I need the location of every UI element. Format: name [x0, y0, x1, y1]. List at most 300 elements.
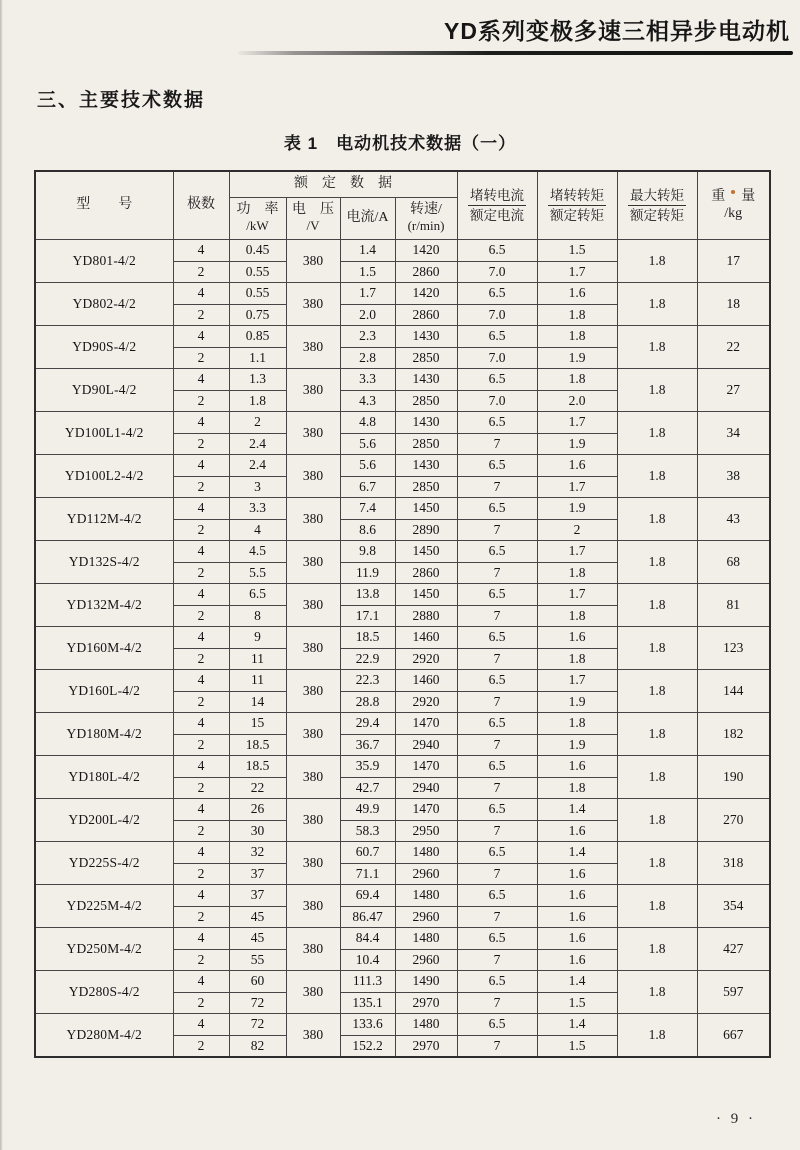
power-cell: 2.4 — [229, 455, 286, 477]
locked-rotor-torque-numerator: 堵转转矩 — [548, 188, 606, 206]
speed-cell: 2940 — [395, 734, 457, 756]
table-row — [35, 885, 770, 907]
max-torque-cell: 1.8 — [617, 670, 697, 713]
locked-rotor-torque-cell: 2.0 — [537, 390, 617, 412]
poles-cell: 4 — [173, 713, 229, 735]
model-cell: YD225S-4/2 — [35, 842, 173, 885]
current-cell: 7.4 — [340, 498, 395, 520]
model-cell: YD180M-4/2 — [35, 713, 173, 756]
col-header-locked-rotor-current — [457, 171, 537, 240]
weight-header-line1: 重 量 — [711, 189, 756, 205]
max-torque-numerator: 最大转矩 — [628, 188, 686, 206]
locked-rotor-torque-cell: 1.7 — [537, 476, 617, 498]
current-cell: 69.4 — [340, 885, 395, 907]
scan-page-edge — [0, 0, 3, 1150]
locked-rotor-torque-cell: 1.6 — [537, 863, 617, 885]
voltage-cell: 380 — [286, 240, 340, 283]
power-cell: 22 — [229, 777, 286, 799]
speed-cell: 2850 — [395, 433, 457, 455]
weight-cell: 43 — [697, 498, 770, 541]
model-cell: YD100L2-4/2 — [35, 455, 173, 498]
speed-cell: 1450 — [395, 541, 457, 563]
section-title: 三、主要技术数据 — [37, 90, 206, 111]
col-header-poles: 极数 — [173, 171, 229, 240]
current-cell: 1.5 — [340, 261, 395, 283]
weight-cell: 38 — [697, 455, 770, 498]
model-cell: YD250M-4/2 — [35, 928, 173, 971]
speed-cell: 1480 — [395, 1014, 457, 1036]
locked-rotor-torque-cell: 1.9 — [537, 498, 617, 520]
voltage-cell: 380 — [286, 928, 340, 971]
current-cell: 49.9 — [340, 799, 395, 821]
speed-cell: 2850 — [395, 390, 457, 412]
max-torque-cell: 1.8 — [617, 412, 697, 455]
poles-cell: 2 — [173, 648, 229, 670]
power-cell: 0.45 — [229, 240, 286, 262]
poles-cell: 2 — [173, 476, 229, 498]
poles-cell: 2 — [173, 605, 229, 627]
max-torque-cell: 1.8 — [617, 455, 697, 498]
table-row — [35, 670, 770, 692]
model-cell: YD802-4/2 — [35, 283, 173, 326]
table-row — [35, 799, 770, 821]
power-cell: 82 — [229, 1035, 286, 1057]
model-cell: YD90L-4/2 — [35, 369, 173, 412]
speed-cell: 1450 — [395, 498, 457, 520]
speed-cell: 1420 — [395, 283, 457, 305]
power-cell: 72 — [229, 992, 286, 1014]
col-header-locked-rotor-torque — [537, 171, 617, 240]
poles-cell: 4 — [173, 326, 229, 348]
locked-rotor-torque-cell: 1.5 — [537, 1035, 617, 1057]
locked-rotor-current-cell: 7 — [457, 476, 537, 498]
weight-cell: 68 — [697, 541, 770, 584]
weight-cell: 597 — [697, 971, 770, 1014]
current-cell: 1.4 — [340, 240, 395, 262]
max-torque-cell: 1.8 — [617, 885, 697, 928]
locked-rotor-torque-cell: 1.4 — [537, 971, 617, 993]
weight-cell: 123 — [697, 627, 770, 670]
power-cell: 0.75 — [229, 304, 286, 326]
locked-rotor-current-cell: 7 — [457, 648, 537, 670]
poles-cell: 4 — [173, 627, 229, 649]
power-cell: 4.5 — [229, 541, 286, 563]
max-torque-cell: 1.8 — [617, 971, 697, 1014]
poles-cell: 2 — [173, 1035, 229, 1057]
power-cell: 4 — [229, 519, 286, 541]
current-cell: 22.3 — [340, 670, 395, 692]
current-cell: 58.3 — [340, 820, 395, 842]
power-cell: 2 — [229, 412, 286, 434]
max-torque-cell: 1.8 — [617, 240, 697, 283]
max-torque-cell: 1.8 — [617, 928, 697, 971]
locked-rotor-current-cell: 6.5 — [457, 541, 537, 563]
locked-rotor-current-cell: 6.5 — [457, 713, 537, 735]
current-cell: 2.3 — [340, 326, 395, 348]
max-torque-cell: 1.8 — [617, 326, 697, 369]
model-cell: YD160L-4/2 — [35, 670, 173, 713]
table-row — [35, 584, 770, 606]
table-row — [35, 326, 770, 348]
locked-rotor-torque-cell: 1.9 — [537, 734, 617, 756]
poles-cell: 2 — [173, 519, 229, 541]
poles-cell: 2 — [173, 777, 229, 799]
speed-cell: 2860 — [395, 562, 457, 584]
locked-rotor-torque-cell: 1.4 — [537, 842, 617, 864]
power-cell: 30 — [229, 820, 286, 842]
locked-rotor-current-cell: 7 — [457, 605, 537, 627]
weight-header-unit: /kg — [724, 205, 743, 221]
voltage-cell: 380 — [286, 584, 340, 627]
locked-rotor-current-cell: 7 — [457, 691, 537, 713]
power-cell: 72 — [229, 1014, 286, 1036]
speed-cell: 2890 — [395, 519, 457, 541]
power-cell: 18.5 — [229, 734, 286, 756]
current-cell: 5.6 — [340, 433, 395, 455]
locked-rotor-torque-cell: 1.8 — [537, 304, 617, 326]
locked-rotor-torque-cell: 1.4 — [537, 1014, 617, 1036]
speed-cell: 1430 — [395, 412, 457, 434]
locked-rotor-current-cell: 6.5 — [457, 283, 537, 305]
poles-cell: 2 — [173, 863, 229, 885]
weight-cell: 27 — [697, 369, 770, 412]
current-cell: 60.7 — [340, 842, 395, 864]
current-cell: 18.5 — [340, 627, 395, 649]
locked-rotor-current-cell: 6.5 — [457, 928, 537, 950]
model-cell: YD160M-4/2 — [35, 627, 173, 670]
locked-rotor-torque-cell: 1.8 — [537, 369, 617, 391]
poles-cell: 4 — [173, 455, 229, 477]
poles-cell: 4 — [173, 584, 229, 606]
model-cell: YD132M-4/2 — [35, 584, 173, 627]
weight-cell: 318 — [697, 842, 770, 885]
power-cell: 0.85 — [229, 326, 286, 348]
table-caption: 表 1 电动机技术数据（一） — [283, 134, 517, 153]
voltage-cell: 380 — [286, 670, 340, 713]
poles-cell: 2 — [173, 562, 229, 584]
speed-cell: 1430 — [395, 369, 457, 391]
locked-rotor-torque-cell: 1.8 — [537, 562, 617, 584]
power-cell: 6.5 — [229, 584, 286, 606]
locked-rotor-current-cell: 7 — [457, 863, 537, 885]
model-cell: YD180L-4/2 — [35, 756, 173, 799]
power-cell: 3.3 — [229, 498, 286, 520]
weight-cell: 17 — [697, 240, 770, 283]
table-row — [35, 928, 770, 950]
locked-rotor-torque-cell: 1.7 — [537, 412, 617, 434]
speed-cell: 1460 — [395, 627, 457, 649]
speed-cell: 2970 — [395, 1035, 457, 1057]
voltage-cell: 380 — [286, 455, 340, 498]
model-cell: YD90S-4/2 — [35, 326, 173, 369]
table-row — [35, 412, 770, 434]
power-cell: 37 — [229, 863, 286, 885]
table-row — [35, 627, 770, 649]
speed-cell: 2940 — [395, 777, 457, 799]
speed-cell: 2850 — [395, 347, 457, 369]
current-cell: 71.1 — [340, 863, 395, 885]
current-cell: 17.1 — [340, 605, 395, 627]
current-cell: 2.8 — [340, 347, 395, 369]
locked-rotor-current-cell: 7 — [457, 820, 537, 842]
locked-rotor-current-cell: 6.5 — [457, 498, 537, 520]
max-torque-cell: 1.8 — [617, 627, 697, 670]
speed-cell: 2970 — [395, 992, 457, 1014]
poles-cell: 4 — [173, 756, 229, 778]
locked-rotor-torque-cell: 2 — [537, 519, 617, 541]
model-cell: YD132S-4/2 — [35, 541, 173, 584]
poles-cell: 2 — [173, 390, 229, 412]
voltage-cell: 380 — [286, 842, 340, 885]
locked-rotor-current-cell: 7 — [457, 519, 537, 541]
speed-cell: 2860 — [395, 261, 457, 283]
current-cell: 133.6 — [340, 1014, 395, 1036]
speed-cell: 2860 — [395, 304, 457, 326]
speed-cell: 1480 — [395, 928, 457, 950]
poles-cell: 2 — [173, 820, 229, 842]
locked-rotor-torque-cell: 1.4 — [537, 799, 617, 821]
poles-cell: 2 — [173, 347, 229, 369]
voltage-cell: 380 — [286, 412, 340, 455]
power-cell: 9 — [229, 627, 286, 649]
voltage-cell: 380 — [286, 713, 340, 756]
current-cell: 5.6 — [340, 455, 395, 477]
speed-cell: 2960 — [395, 949, 457, 971]
locked-rotor-current-cell: 6.5 — [457, 756, 537, 778]
speed-cell: 1450 — [395, 584, 457, 606]
locked-rotor-current-cell: 7.0 — [457, 304, 537, 326]
locked-rotor-current-cell: 7 — [457, 992, 537, 1014]
current-cell: 8.6 — [340, 519, 395, 541]
model-cell: YD100L1-4/2 — [35, 412, 173, 455]
poles-cell: 4 — [173, 885, 229, 907]
power-cell: 2.4 — [229, 433, 286, 455]
poles-cell: 4 — [173, 412, 229, 434]
col-header-current: 电流/A — [340, 198, 395, 240]
weight-cell: 34 — [697, 412, 770, 455]
locked-rotor-torque-cell: 1.6 — [537, 455, 617, 477]
current-cell: 29.4 — [340, 713, 395, 735]
weight-cell: 190 — [697, 756, 770, 799]
current-cell: 135.1 — [340, 992, 395, 1014]
power-cell: 45 — [229, 928, 286, 950]
poles-cell: 4 — [173, 283, 229, 305]
voltage-cell: 380 — [286, 498, 340, 541]
speed-cell: 2880 — [395, 605, 457, 627]
power-cell: 1.8 — [229, 390, 286, 412]
table-row — [35, 498, 770, 520]
locked-rotor-torque-cell: 1.6 — [537, 906, 617, 928]
model-cell: YD225M-4/2 — [35, 885, 173, 928]
speed-cell: 2960 — [395, 863, 457, 885]
current-cell: 42.7 — [340, 777, 395, 799]
table-row — [35, 842, 770, 864]
locked-rotor-torque-cell: 1.8 — [537, 713, 617, 735]
current-cell: 13.8 — [340, 584, 395, 606]
max-torque-cell: 1.8 — [617, 369, 697, 412]
power-cell: 55 — [229, 949, 286, 971]
col-header-max-torque — [617, 171, 697, 240]
power-cell: 18.5 — [229, 756, 286, 778]
speed-cell: 2850 — [395, 476, 457, 498]
voltage-cell: 380 — [286, 326, 340, 369]
current-cell: 152.2 — [340, 1035, 395, 1057]
weight-cell: 81 — [697, 584, 770, 627]
weight-cell: 182 — [697, 713, 770, 756]
max-torque-cell: 1.8 — [617, 799, 697, 842]
motor-spec-table — [34, 170, 771, 1058]
speed-cell: 1470 — [395, 713, 457, 735]
table-row — [35, 1014, 770, 1036]
speed-cell: 1430 — [395, 455, 457, 477]
locked-rotor-torque-cell: 1.8 — [537, 777, 617, 799]
poles-cell: 4 — [173, 541, 229, 563]
power-cell: 5.5 — [229, 562, 286, 584]
power-cell: 32 — [229, 842, 286, 864]
max-torque-cell: 1.8 — [617, 584, 697, 627]
model-cell: YD280S-4/2 — [35, 971, 173, 1014]
locked-rotor-torque-cell: 1.6 — [537, 820, 617, 842]
poles-cell: 2 — [173, 992, 229, 1014]
speed-cell: 1460 — [395, 670, 457, 692]
model-cell: YD280M-4/2 — [35, 1014, 173, 1058]
power-cell: 3 — [229, 476, 286, 498]
model-cell: YD200L-4/2 — [35, 799, 173, 842]
poles-cell: 2 — [173, 261, 229, 283]
locked-rotor-current-cell: 7 — [457, 777, 537, 799]
model-cell: YD112M-4/2 — [35, 498, 173, 541]
col-header-weight — [697, 171, 770, 240]
table-row — [35, 971, 770, 993]
power-cell: 1.3 — [229, 369, 286, 391]
voltage-cell: 380 — [286, 971, 340, 1014]
current-cell: 9.8 — [340, 541, 395, 563]
voltage-cell: 380 — [286, 885, 340, 928]
locked-rotor-current-numerator: 堵转电流 — [468, 188, 526, 206]
poles-cell: 4 — [173, 1014, 229, 1036]
locked-rotor-current-cell: 6.5 — [457, 627, 537, 649]
locked-rotor-torque-cell: 1.5 — [537, 992, 617, 1014]
locked-rotor-current-cell: 7 — [457, 734, 537, 756]
speed-cell: 1480 — [395, 842, 457, 864]
poles-cell: 2 — [173, 906, 229, 928]
poles-cell: 4 — [173, 799, 229, 821]
current-cell: 4.8 — [340, 412, 395, 434]
col-header-model: 型 号 — [35, 171, 173, 240]
scan-artifact-dot — [731, 190, 735, 194]
power-cell: 37 — [229, 885, 286, 907]
poles-cell: 2 — [173, 304, 229, 326]
speed-cell: 1480 — [395, 885, 457, 907]
locked-rotor-torque-cell: 1.8 — [537, 326, 617, 348]
table-row — [35, 713, 770, 735]
current-cell: 86.47 — [340, 906, 395, 928]
poles-cell: 4 — [173, 670, 229, 692]
current-cell: 35.9 — [340, 756, 395, 778]
locked-rotor-torque-cell: 1.6 — [537, 283, 617, 305]
speed-cell: 2950 — [395, 820, 457, 842]
locked-rotor-current-cell: 6.5 — [457, 412, 537, 434]
locked-rotor-current-cell: 7 — [457, 949, 537, 971]
current-cell: 3.3 — [340, 369, 395, 391]
poles-cell: 2 — [173, 691, 229, 713]
speed-cell: 1490 — [395, 971, 457, 993]
weight-cell: 18 — [697, 283, 770, 326]
locked-rotor-torque-cell: 1.6 — [537, 627, 617, 649]
table-header — [35, 171, 770, 240]
model-cell: YD801-4/2 — [35, 240, 173, 283]
locked-rotor-current-cell: 6.5 — [457, 885, 537, 907]
poles-cell: 2 — [173, 949, 229, 971]
col-header-voltage: 电 压 /V — [286, 198, 340, 240]
voltage-cell: 380 — [286, 799, 340, 842]
locked-rotor-torque-cell: 1.6 — [537, 885, 617, 907]
weight-cell: 354 — [697, 885, 770, 928]
max-torque-cell: 1.8 — [617, 541, 697, 584]
power-cell: 45 — [229, 906, 286, 928]
max-torque-cell: 1.8 — [617, 283, 697, 326]
header-row-1 — [35, 171, 770, 198]
speed-cell: 2960 — [395, 906, 457, 928]
locked-rotor-current-cell: 7.0 — [457, 347, 537, 369]
locked-rotor-torque-cell: 1.9 — [537, 347, 617, 369]
table-row — [35, 283, 770, 305]
voltage-cell: 380 — [286, 283, 340, 326]
locked-rotor-current-cell: 6.5 — [457, 670, 537, 692]
table-row — [35, 756, 770, 778]
locked-rotor-torque-cell: 1.8 — [537, 648, 617, 670]
locked-rotor-torque-cell: 1.7 — [537, 541, 617, 563]
table-row — [35, 369, 770, 391]
max-torque-cell: 1.8 — [617, 498, 697, 541]
power-cell: 0.55 — [229, 283, 286, 305]
locked-rotor-current-cell: 7.0 — [457, 261, 537, 283]
locked-rotor-torque-cell: 1.5 — [537, 240, 617, 262]
current-cell: 4.3 — [340, 390, 395, 412]
locked-rotor-torque-cell: 1.7 — [537, 261, 617, 283]
poles-cell: 4 — [173, 971, 229, 993]
voltage-cell: 380 — [286, 1014, 340, 1058]
locked-rotor-current-cell: 7.0 — [457, 390, 537, 412]
locked-rotor-torque-denominator: 额定转矩 — [550, 207, 604, 223]
locked-rotor-current-cell: 6.5 — [457, 240, 537, 262]
poles-cell: 4 — [173, 928, 229, 950]
poles-cell: 2 — [173, 734, 229, 756]
current-cell: 84.4 — [340, 928, 395, 950]
poles-cell: 4 — [173, 498, 229, 520]
col-header-rated-group: 额 定 数 据 — [229, 171, 457, 198]
speed-cell: 2920 — [395, 648, 457, 670]
weight-cell: 22 — [697, 326, 770, 369]
locked-rotor-current-cell: 6.5 — [457, 455, 537, 477]
speed-cell: 2920 — [395, 691, 457, 713]
table-row — [35, 240, 770, 262]
header-rule — [238, 51, 793, 55]
power-cell: 60 — [229, 971, 286, 993]
weight-cell: 270 — [697, 799, 770, 842]
page-number: · 9 · — [716, 1111, 756, 1127]
speed-cell: 1430 — [395, 326, 457, 348]
poles-cell: 2 — [173, 433, 229, 455]
weight-cell: 667 — [697, 1014, 770, 1058]
current-cell: 22.9 — [340, 648, 395, 670]
weight-cell: 427 — [697, 928, 770, 971]
current-cell: 10.4 — [340, 949, 395, 971]
current-cell: 1.7 — [340, 283, 395, 305]
power-cell: 8 — [229, 605, 286, 627]
voltage-cell: 380 — [286, 541, 340, 584]
current-cell: 2.0 — [340, 304, 395, 326]
